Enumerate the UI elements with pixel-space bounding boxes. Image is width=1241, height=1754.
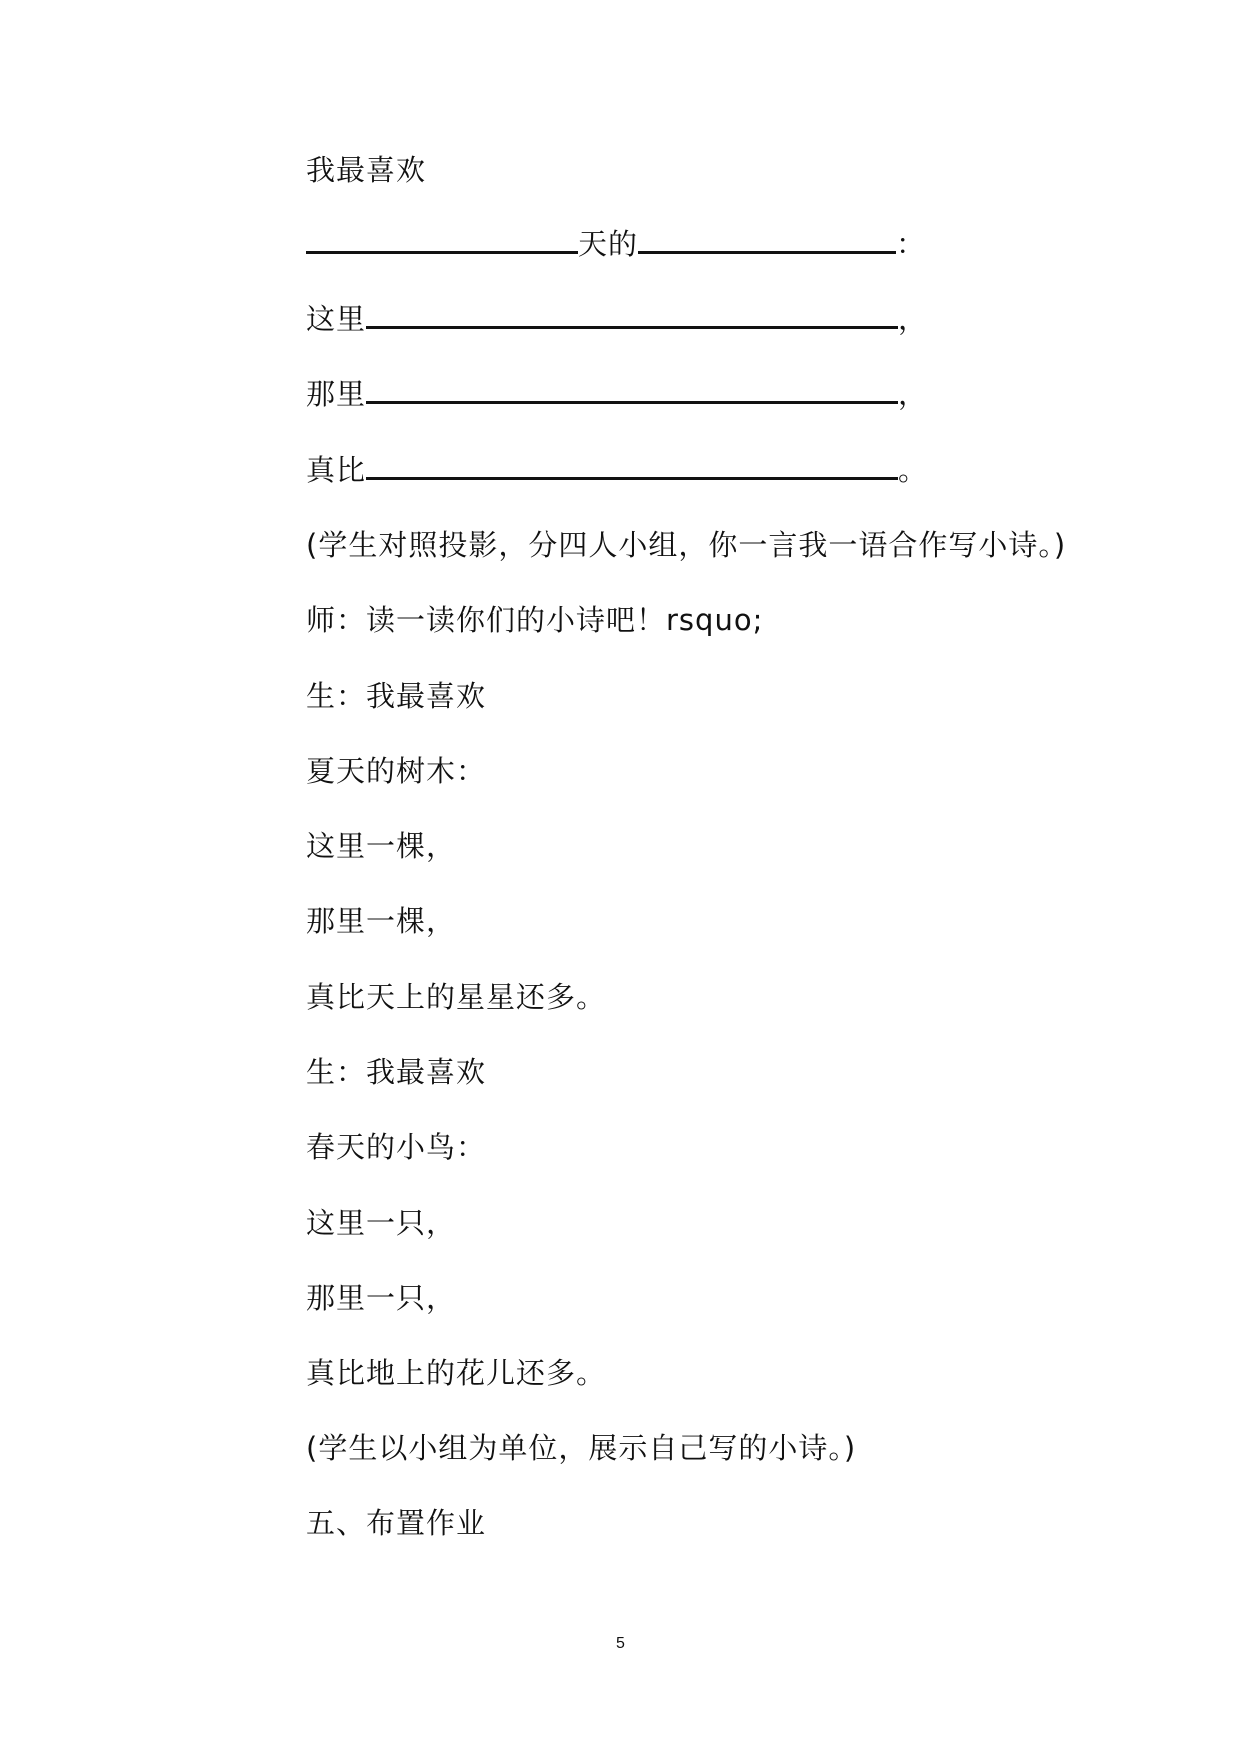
template-text-3-start: 这里 [306, 302, 367, 336]
paragraph-line: 生：我最喜欢 [306, 1055, 487, 1089]
paragraph-line: 师：读一读你们的小诗吧！rsquo; [306, 603, 764, 637]
paragraph-line: 这里一棵， [306, 829, 457, 863]
template-line-2 [306, 224, 926, 264]
template-text-4-end: ， [898, 377, 929, 411]
paragraph-line: 那里一只， [306, 1281, 457, 1315]
paragraph-line: (学生以小组为单位，展示自己写的小诗。) [306, 1431, 857, 1465]
fill-blank-here [366, 300, 898, 329]
paragraph-line: 这里一只， [306, 1206, 457, 1240]
paragraph-line: 春天的小鸟： [306, 1130, 487, 1164]
section-heading: 五、布置作业 [306, 1506, 487, 1540]
paragraph-line: 夏天的树木： [306, 754, 487, 788]
fill-blank-there [366, 375, 898, 404]
template-line-1 [306, 150, 426, 190]
template-text-3-end: ， [898, 302, 929, 336]
paragraph-line: 生：我最喜欢 [306, 679, 487, 713]
paragraph-line: 真比地上的花儿还多。 [306, 1356, 607, 1390]
fill-blank-subject [638, 225, 896, 254]
template-text-2-end: ： [896, 227, 927, 261]
template-text-5-start: 真比 [306, 453, 367, 487]
paragraph-line: 真比天上的星星还多。 [306, 980, 607, 1014]
template-text-2-mid: 天的 [578, 227, 639, 261]
fill-blank-compare [366, 451, 898, 480]
template-line-3 [306, 299, 928, 339]
paragraph-line: (学生对照投影，分四人小组，你一言我一语合作写小诗。) [306, 528, 1067, 562]
paragraph-line: 那里一棵， [306, 904, 457, 938]
page-number: 5 [616, 1635, 625, 1652]
template-text-1: 我最喜欢 [306, 153, 427, 187]
template-line-5 [306, 450, 928, 490]
template-text-5-end: 。 [898, 453, 929, 487]
template-line-4 [306, 374, 928, 414]
template-text-4-start: 那里 [306, 377, 367, 411]
fill-blank-season [306, 225, 578, 254]
